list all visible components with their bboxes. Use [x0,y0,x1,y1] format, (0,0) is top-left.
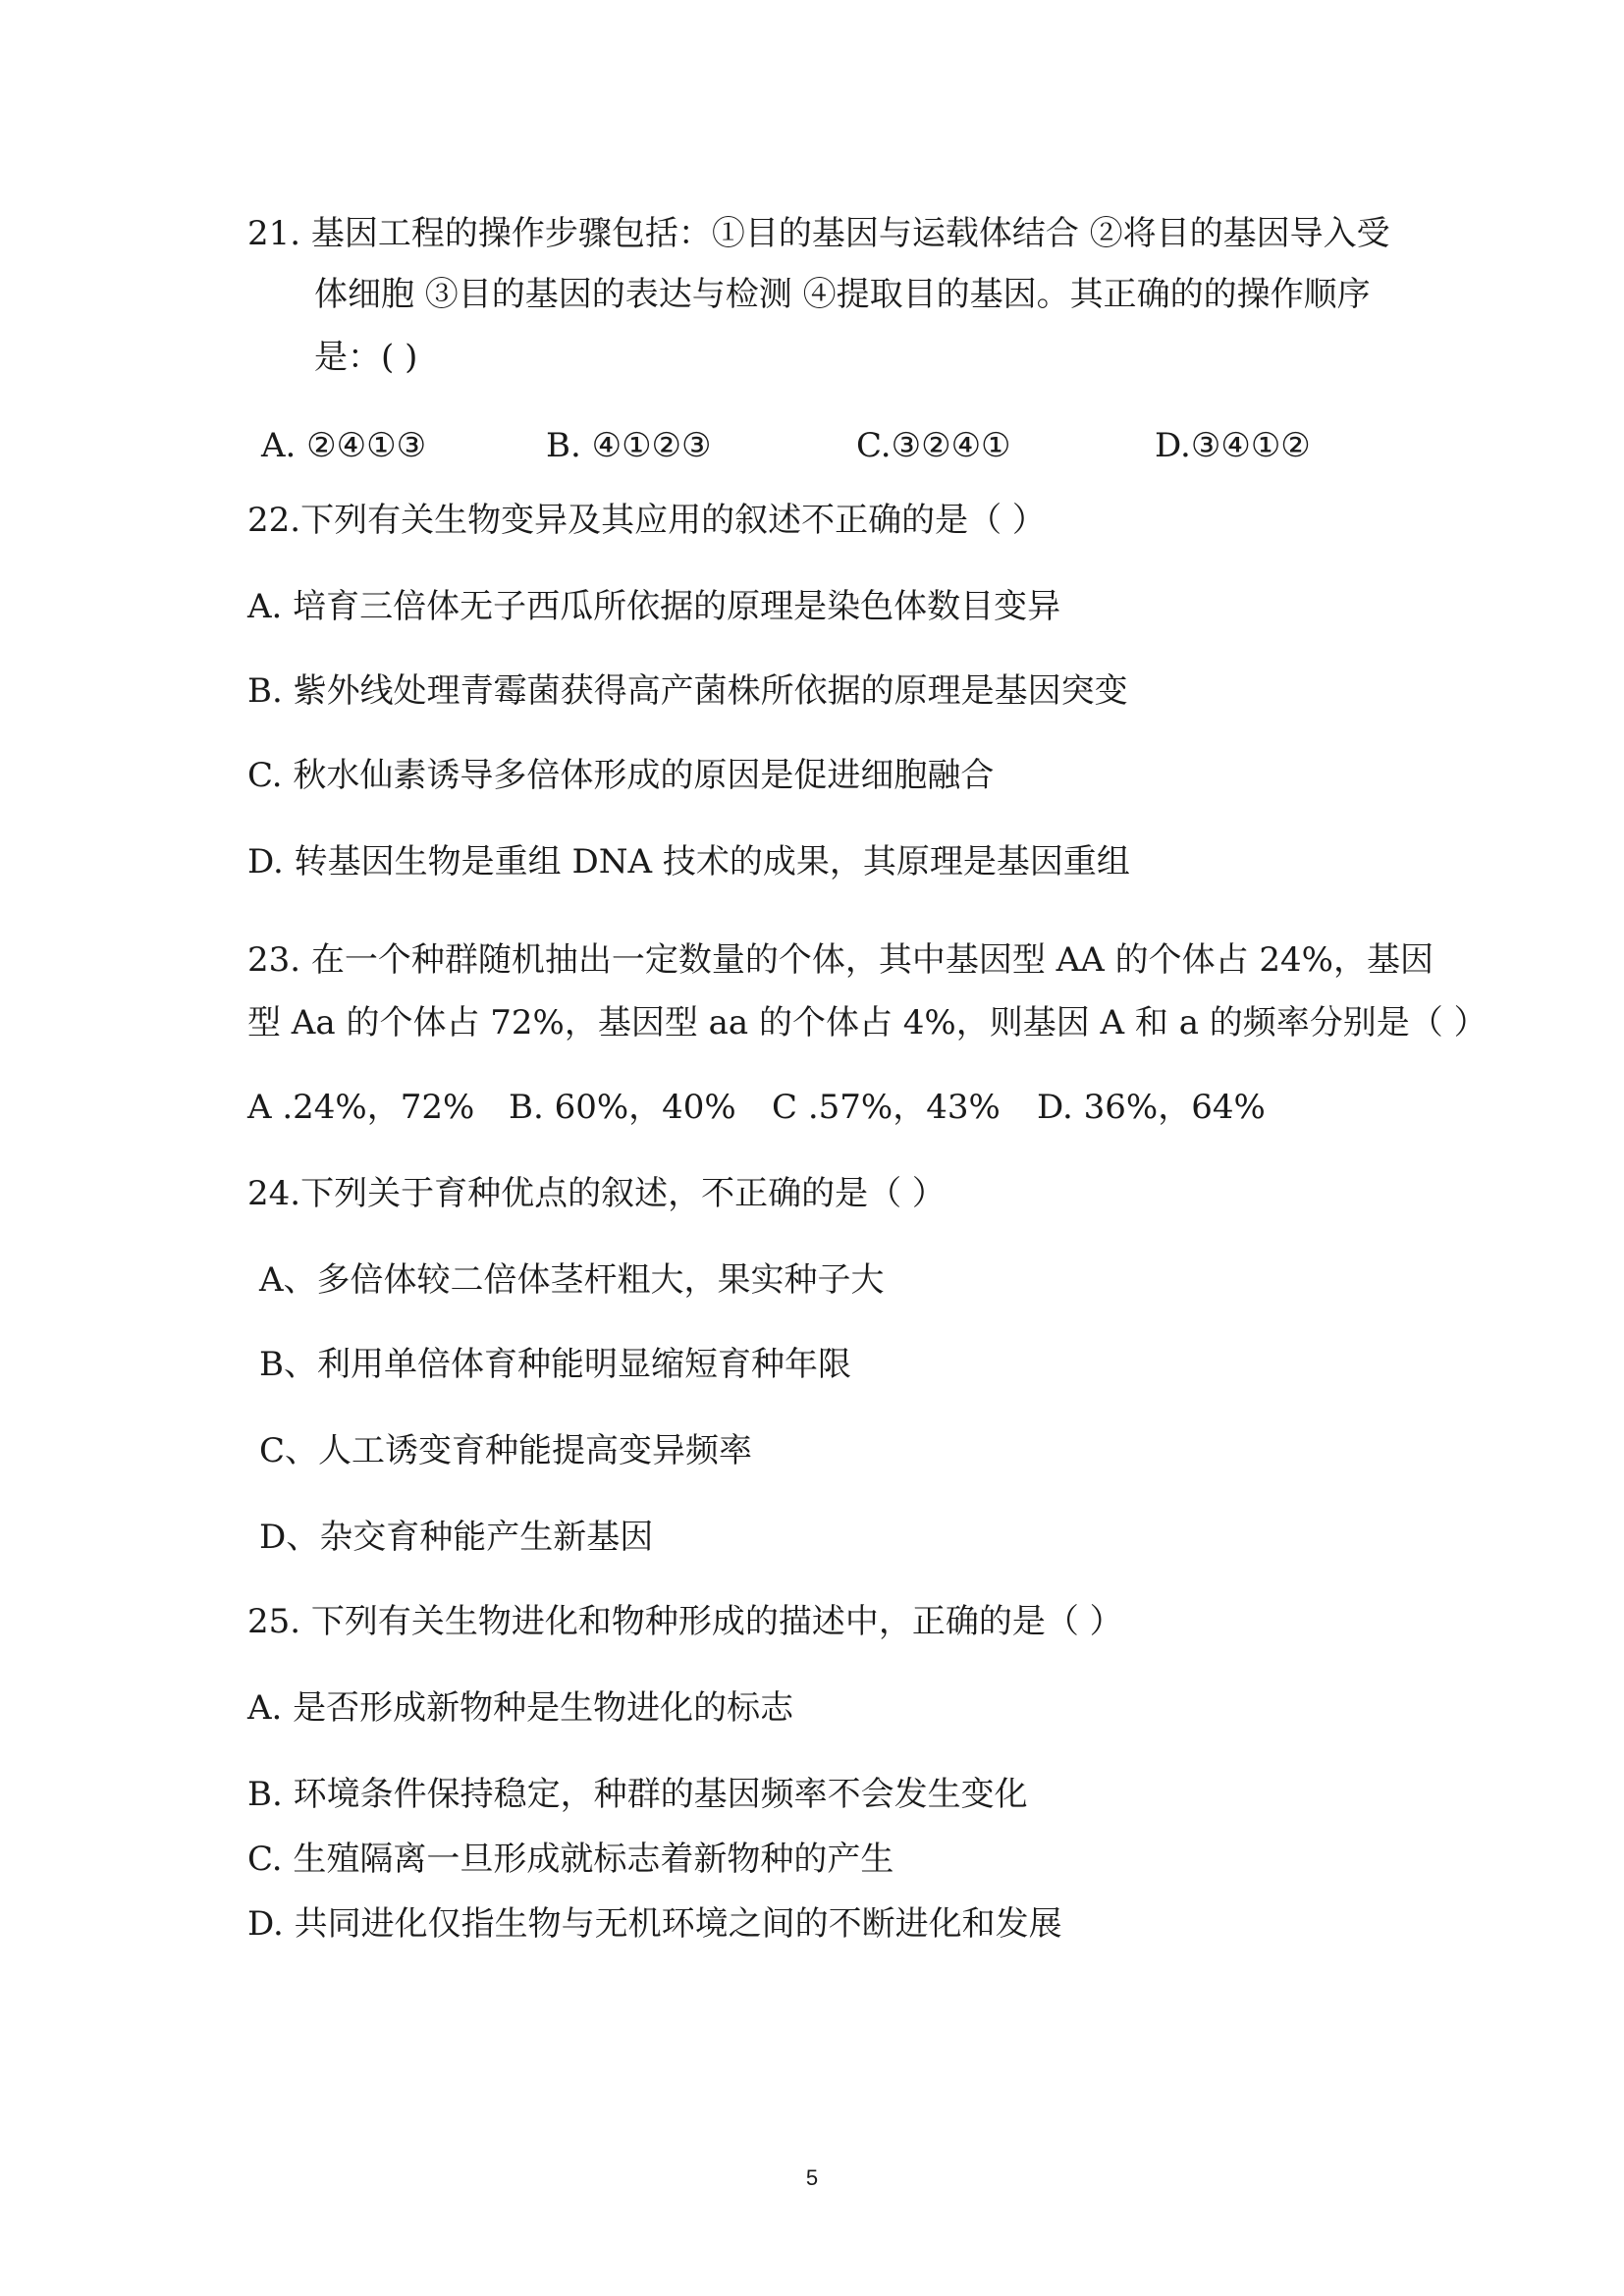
q21-stem-line-1: 21. 基因工程的操作步骤包括：①目的基因与运载体结合 ②将目的基因导入受 [247,214,1390,253]
q23-option-c: C .57%，43% [772,1088,1001,1127]
q25-option-d: D. 共同进化仅指生物与无机环境之间的不断进化和发展 [247,1904,1062,1944]
q21-stem-line-3: 是：( ) [314,338,418,377]
q23-option-d: D. 36%，64% [1037,1088,1266,1127]
q22-stem: 22.下列有关生物变异及其应用的叙述不正确的是（ ） [247,501,1046,540]
q25-option-b: B. 环境条件保持稳定，种群的基因频率不会发生变化 [247,1775,1028,1814]
q21-option-b: B. ④①②③ [546,426,712,465]
q22-option-c: C. 秋水仙素诱导多倍体形成的原因是促进细胞融合 [247,756,995,795]
q23-option-b: B. 60%，40% [509,1088,736,1127]
q25-option-c: C. 生殖隔离一旦形成就标志着新物种的产生 [247,1840,894,1879]
q24-stem: 24.下列关于育种优点的叙述，不正确的是（ ） [247,1174,946,1213]
page-number: 5 [805,2165,819,2190]
q24-option-b: B、利用单倍体育种能明显缩短育种年限 [259,1345,851,1384]
q24-option-a: A、多倍体较二倍体茎杆粗大，果实种子大 [259,1260,885,1300]
q22-option-b: B. 紫外线处理青霉菌获得高产菌株所依据的原理是基因突变 [247,671,1128,711]
q22-option-a: A. 培育三倍体无子西瓜所依据的原理是染色体数目变异 [247,587,1061,626]
q21-option-c: C.③②④① [856,426,1011,465]
q23-stem-line-2: 型 Aa 的个体占 72%，基因型 aa 的个体占 4%，则基因 A 和 a 的频率分别是（ ） [247,1003,1488,1042]
q23-option-a: A .24%，72% [247,1088,475,1127]
q25-option-a: A. 是否形成新物种是生物进化的标志 [247,1688,794,1728]
q24-option-d: D、杂交育种能产生新基因 [259,1518,654,1557]
q21-stem-line-2: 体细胞 ③目的基因的表达与检测 ④提取目的基因。其正确的的操作顺序 [314,275,1371,314]
q24-option-c: C、人工诱变育种能提高变异频率 [259,1431,753,1470]
q22-option-d: D. 转基因生物是重组 DNA 技术的成果，其原理是基因重组 [247,842,1130,881]
q21-option-a: A. ②④①③ [261,426,427,465]
q23-stem-line-1: 23. 在一个种群随机抽出一定数量的个体，其中基因型 AA 的个体占 24%，基因 [247,940,1434,980]
q25-stem: 25. 下列有关生物进化和物种形成的描述中，正确的是（ ） [247,1602,1123,1641]
q21-option-d: D.③④①② [1155,426,1311,465]
